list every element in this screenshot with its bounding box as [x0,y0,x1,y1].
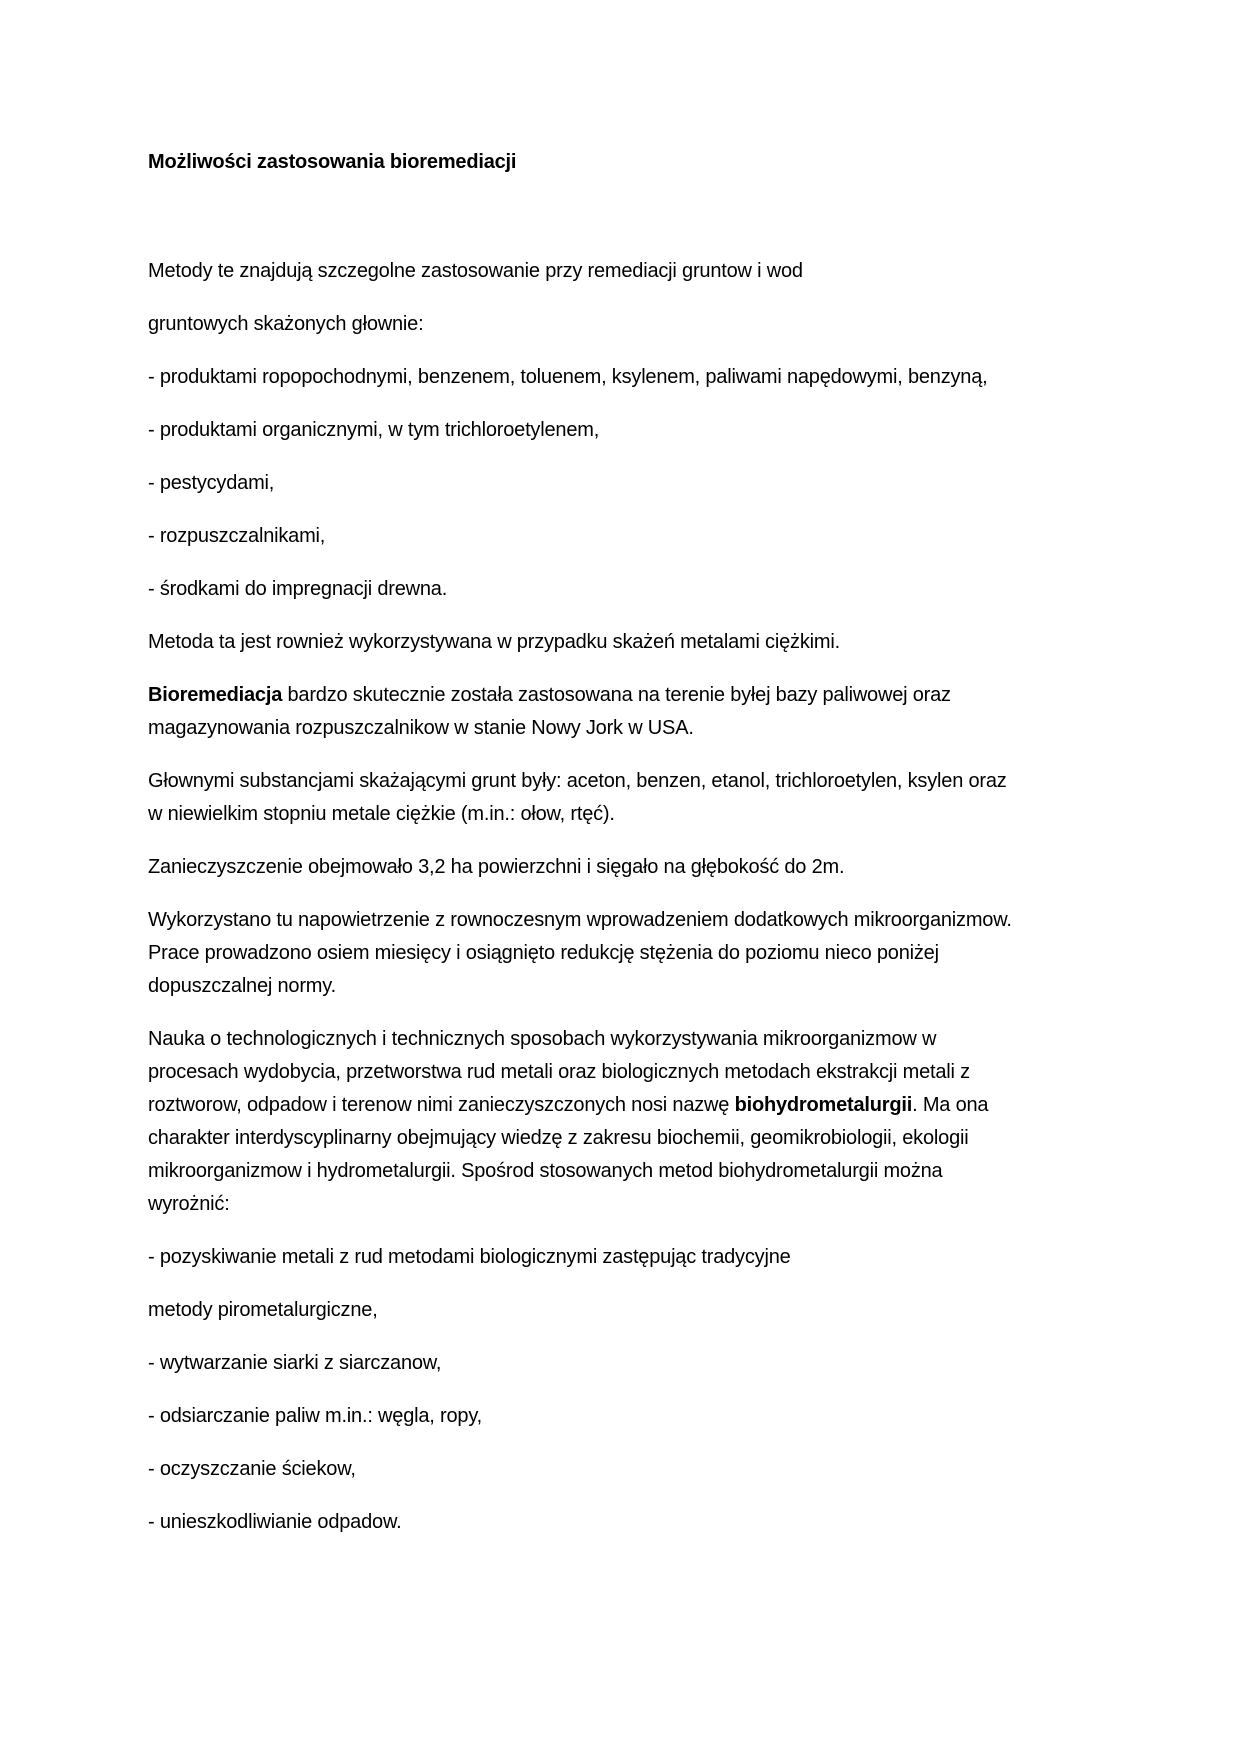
paragraph-contamination-extent: Zanieczyszczenie obejmowało 3,2 ha powierzchni i sięgało na głębokość do 2m. [148,856,845,878]
paragraph-method: Wykorzystano tu napowietrzenie z rownoczesnym wprowadzeniem dodatkowych mikroorganizmow. Prace prowadzono osiem miesięcy i osiągnięto redukcję stężenia do poziomu nieco poniżej dopuszczalnej normy. [148,909,1012,997]
paragraph-contaminants: Głownymi substancjami skażającymi grunt były: aceton, benzen, etanol, trichloroetylen, ksylen oraz w niewielkim stopniu metale ciężkie (m.in.: ołow, rtęć). [148,770,1007,825]
list-item-organic: - produktami organicznymi, w tym trichloroetylenem, [148,419,600,441]
list-item-metal-extraction-continued: metody pirometalurgiczne, [148,1299,378,1321]
list-item-waste-disposal: - unieszkodliwianie odpadow. [148,1511,402,1533]
case-study-text: bardzo skutecznie została zastosowana na terenie byłej bazy paliwowej oraz magazynowania rozpuszczalnikow w stanie Nowy Jork w USA. [148,684,951,739]
list-item-desulfurization: - odsiarczanie paliw m.in.: węgla, ropy, [148,1405,482,1427]
paragraph-heavy-metals: Metoda ta jest rownież wykorzystywana w przypadku skażeń metalami ciężkimi. [148,631,840,653]
list-item-solvents: - rozpuszczalnikami, [148,525,326,547]
list-item-sulfur: - wytwarzanie siarki z siarczanow, [148,1352,442,1374]
biohydrometallurgy-text-2: . Ma ona charakter interdyscyplinarny obejmujący wiedzę z zakresu biochemii, geomikrobiologii, ekologii mikroorganizmow i hydrometalurgii. Spośrod stosowanych metod biohydrometalurgii można wyrożnić: [148,1094,989,1215]
bold-term-biohydrometallurgy: biohydrometalurgii [734,1094,913,1116]
list-item-pesticides: - pestycydami, [148,472,275,494]
bold-term-bioremediation: Bioremediacja [148,684,283,706]
list-item-wastewater: - oczyszczanie ściekow, [148,1458,356,1480]
list-item-wood-impregnation: - środkami do impregnacji drewna. [148,578,448,600]
paragraph-intro: Metody te znajdują szczegolne zastosowanie przy remediacji gruntow i wod [148,260,803,282]
list-item-metal-extraction: - pozyskiwanie metali z rud metodami biologicznymi zastępując tradycyjne [148,1246,791,1268]
paragraph-case-study [148,679,1018,745]
biohydrometallurgy-text-1: Nauka o technologicznych i technicznych sposobach wykorzystywania mikroorganizmow w procesach wydobycia, przetworstwa rud metali oraz biologicznych metodach ekstrakcji metali z roztworow, odpadow i terenow nimi zanieczyszczonych nosi nazwę [148,1028,970,1116]
list-item-petroleum: - produktami ropopochodnymi, benzenem, toluenem, ksylenem, paliwami napędowymi, benzyną, [148,366,988,388]
document-body [148,146,1018,1559]
paragraph-biohydrometallurgy [148,1023,1018,1221]
paragraph-intro-continued: gruntowych skażonych głownie: [148,313,424,335]
document-title: Możliwości zastosowania bioremediacji [148,151,517,173]
